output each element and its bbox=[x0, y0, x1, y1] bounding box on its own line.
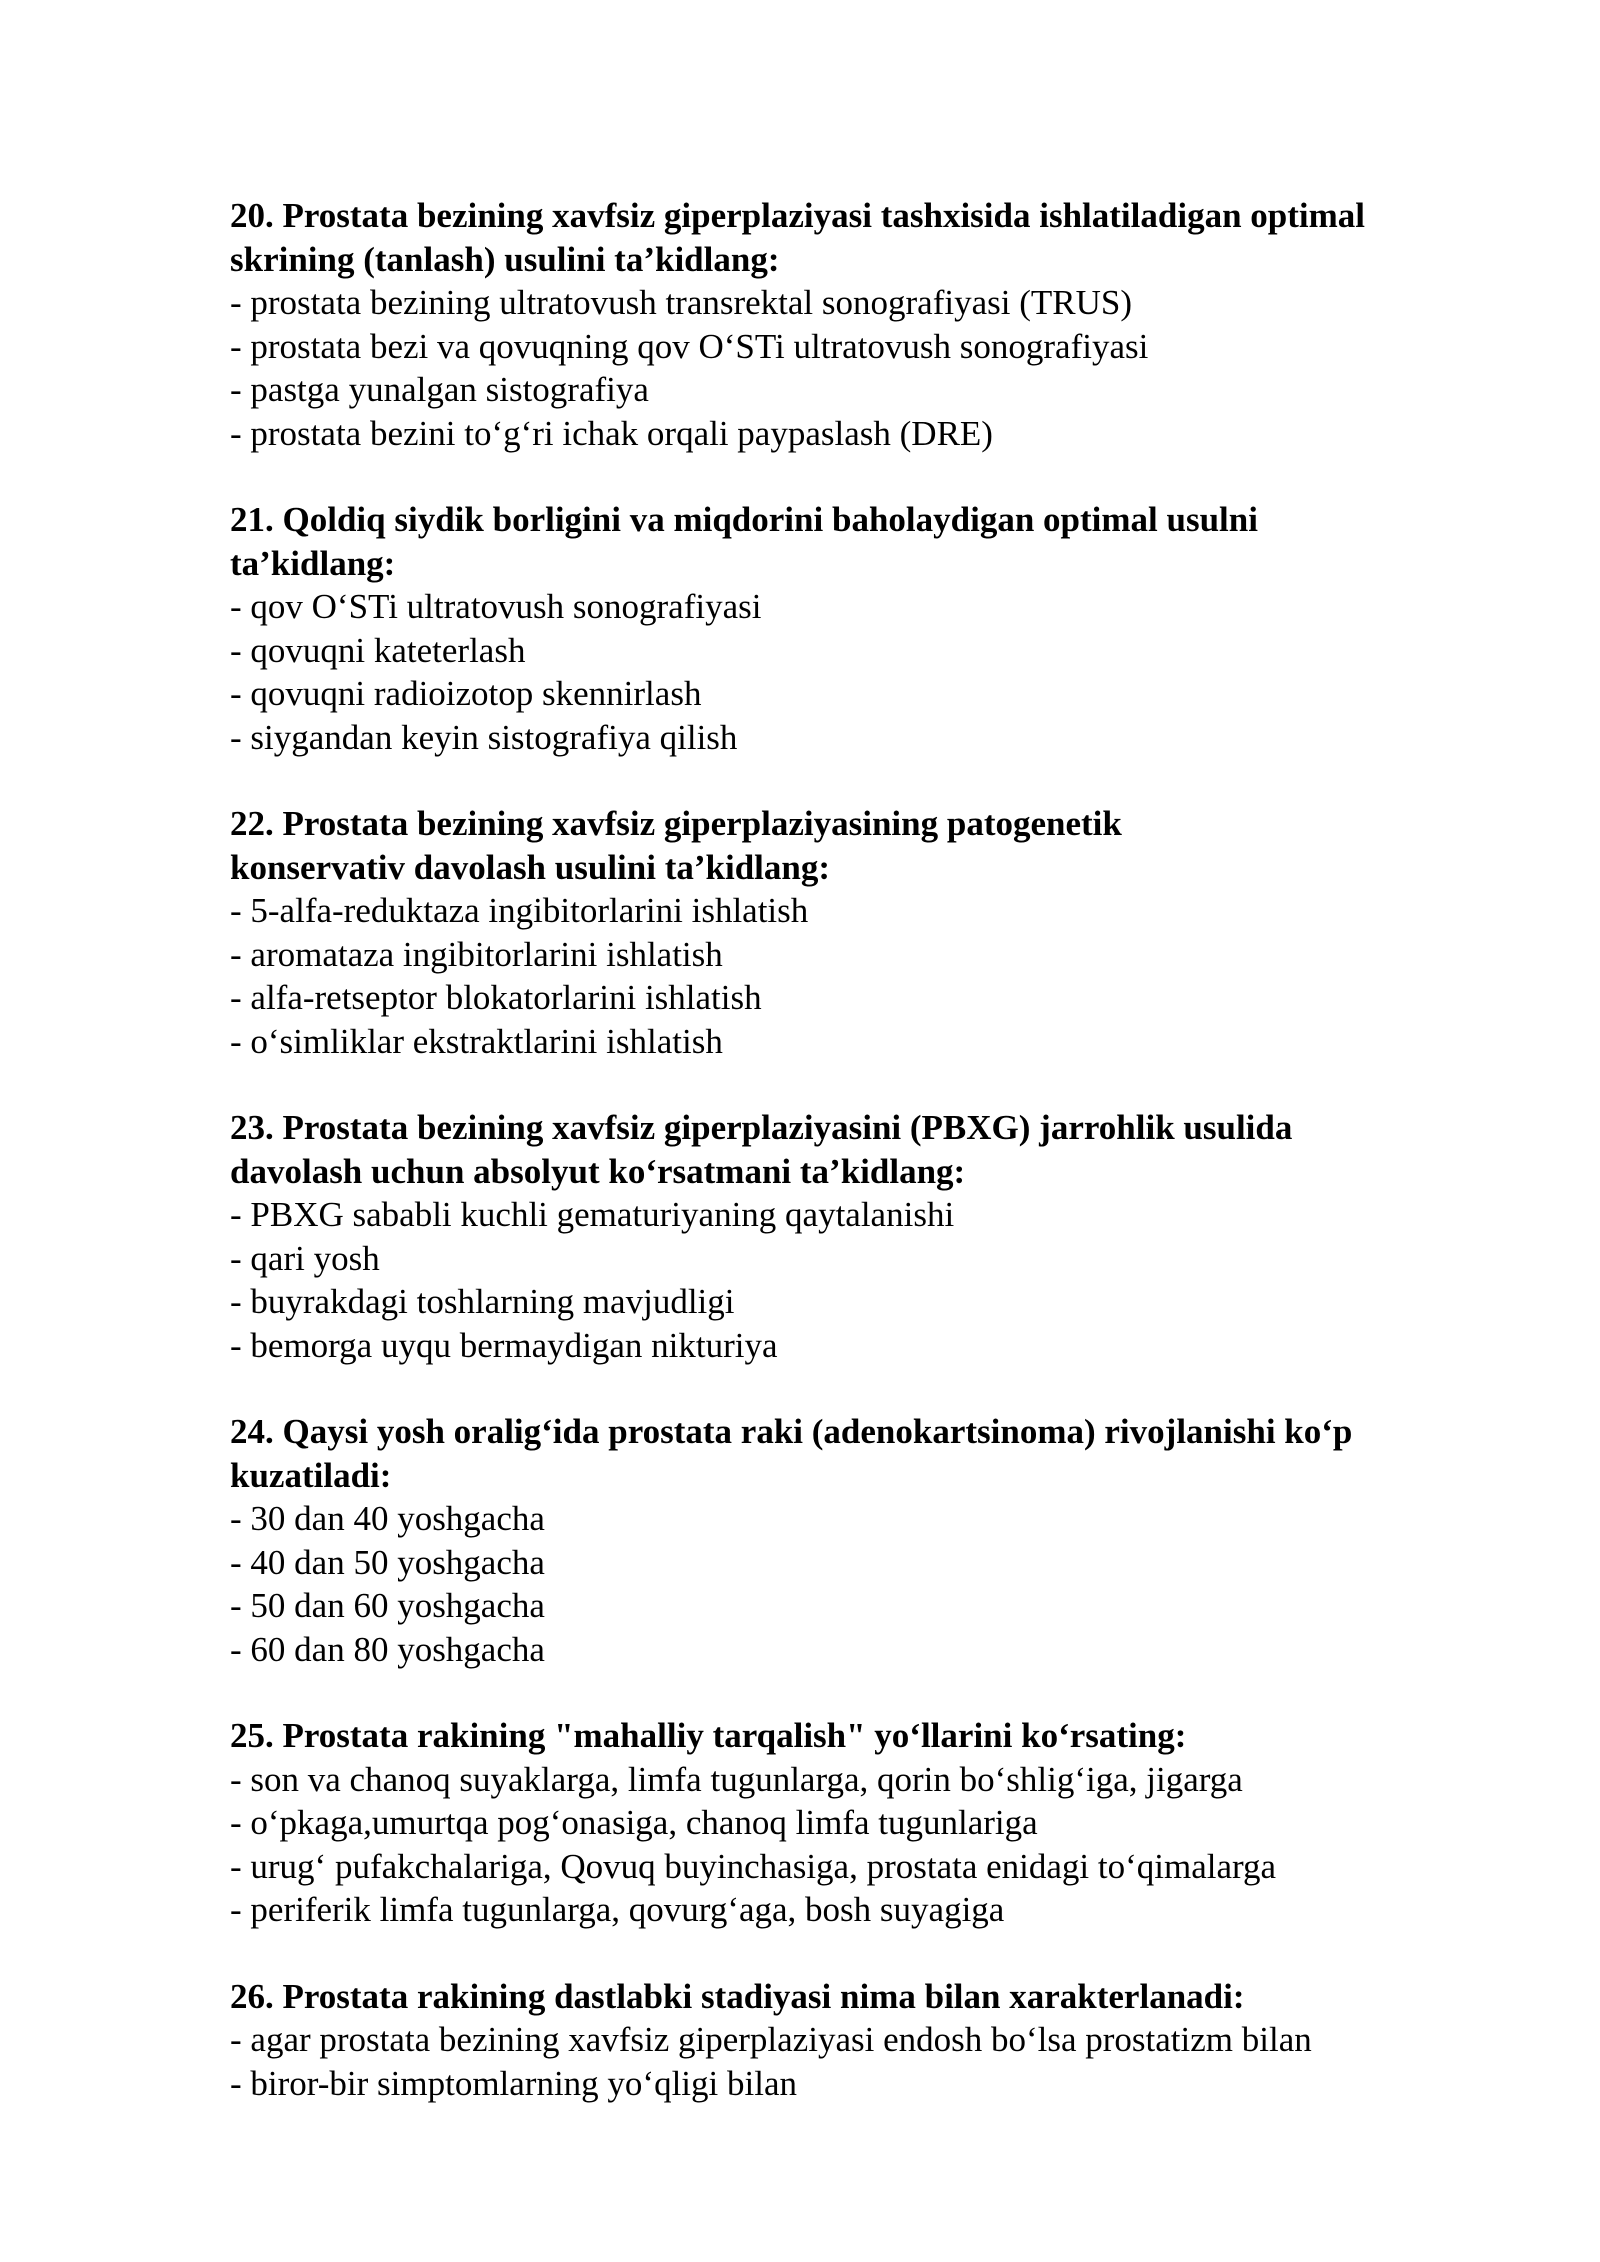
answer-options bbox=[230, 1193, 1480, 1367]
answer-option: - biror-bir simptomlarning yo‘qligi bilan bbox=[230, 2063, 797, 2103]
question-title bbox=[230, 1410, 1480, 1497]
answer-option: - qov O‘STi ultratovush sonografiyasi bbox=[230, 587, 762, 626]
question-21 bbox=[230, 498, 1480, 759]
answer-option: - o‘simliklar ekstraktlarini ishlatish bbox=[230, 1021, 723, 1061]
question-22 bbox=[230, 802, 1480, 1063]
question-title-line: konservativ davolash usulini ta’kidlang: bbox=[230, 847, 831, 887]
question-title-line: kuzatiladi: bbox=[230, 1455, 392, 1495]
question-26 bbox=[230, 1975, 1480, 2106]
answer-option: - o‘pkaga,umurtqa pog‘onasiga, chanoq limfa tugunlariga bbox=[230, 1803, 1038, 1842]
question-title bbox=[230, 498, 1480, 585]
answer-option: - bemorga uyqu bermaydigan nikturiya bbox=[230, 1325, 778, 1365]
question-title-line: 25. Prostata rakining "mahalliy tarqalish" yo‘llarini ko‘rsating: bbox=[230, 1716, 1187, 1755]
answer-option: - aromataza ingibitorlarini ishlatish bbox=[230, 934, 723, 974]
question-23 bbox=[230, 1106, 1480, 1367]
answer-option: - agar prostata bezining xavfsiz giperplaziyasi endosh bo‘lsa prostatizm bilan bbox=[230, 2020, 1312, 2059]
question-24 bbox=[230, 1410, 1480, 1671]
question-title-line: 20. Prostata bezining xavfsiz giperplaziyasi tashxisida ishlatiladigan optimal bbox=[230, 196, 1366, 235]
question-20 bbox=[230, 194, 1480, 455]
answer-option: - 40 dan 50 yoshgacha bbox=[230, 1542, 545, 1582]
question-title-line: davolash uchun absolyut ko‘rsatmani ta’kidlang: bbox=[230, 1151, 966, 1191]
document-page bbox=[230, 194, 1480, 2148]
question-title-line: 21. Qoldiq siydik borligini va miqdorini baholaydigan optimal usulni bbox=[230, 500, 1258, 539]
answer-option: - prostata bezi va qovuqning qov O‘STi ultratovush sonografiyasi bbox=[230, 326, 1149, 366]
question-title bbox=[230, 194, 1480, 281]
question-25 bbox=[230, 1714, 1480, 1932]
question-title-line: 23. Prostata bezining xavfsiz giperplaziyasini (PBXG) jarrohlik usulida bbox=[230, 1108, 1293, 1147]
question-title-line: ta’kidlang: bbox=[230, 543, 396, 583]
answer-option: - qovuqni radioizotop skennirlash bbox=[230, 674, 702, 713]
question-title-line: 22. Prostata bezining xavfsiz giperplaziyasining patogenetik bbox=[230, 804, 1122, 843]
question-title bbox=[230, 1714, 1480, 1758]
answer-option: - PBXG sababli kuchli gematuriyaning qaytalanishi bbox=[230, 1195, 955, 1234]
answer-option: - 5-alfa-reduktaza ingibitorlarini ishlatish bbox=[230, 891, 809, 930]
answer-option: - 60 dan 80 yoshgacha bbox=[230, 1629, 545, 1669]
answer-options bbox=[230, 889, 1480, 1063]
question-title-line: 24. Qaysi yosh oralig‘ida prostata raki (adenokartsinoma) rivojlanishi ko‘p bbox=[230, 1412, 1353, 1451]
answer-option: - alfa-retseptor blokatorlarini ishlatish bbox=[230, 978, 762, 1017]
answer-option: - periferik limfa tugunlarga, qovurg‘aga, bosh suyagiga bbox=[230, 1890, 1005, 1929]
question-title bbox=[230, 1106, 1480, 1193]
answer-option: - urug‘ pufakchalariga, Qovuq buyinchasiga, prostata enidagi to‘qimalarga bbox=[230, 1846, 1277, 1886]
question-title-line: 26. Prostata rakining dastlabki stadiyasi nima bilan xarakterlanadi: bbox=[230, 1976, 1245, 2016]
question-title bbox=[230, 802, 1480, 889]
answer-option: - qari yosh bbox=[230, 1238, 380, 1278]
answer-option: - 30 dan 40 yoshgacha bbox=[230, 1499, 545, 1538]
answer-options bbox=[230, 2018, 1480, 2105]
answer-options bbox=[230, 281, 1480, 455]
answer-option: - son va chanoq suyaklarga, limfa tugunlarga, qorin bo‘shlig‘iga, jigarga bbox=[230, 1759, 1243, 1799]
answer-options bbox=[230, 1497, 1480, 1671]
answer-options bbox=[230, 1758, 1480, 1932]
answer-option: - buyrakdagi toshlarning mavjudligi bbox=[230, 1282, 735, 1321]
question-title-line: skrining (tanlash) usulini ta’kidlang: bbox=[230, 239, 780, 279]
question-title bbox=[230, 1975, 1480, 2019]
answer-option: - prostata bezining ultratovush transrektal sonografiyasi (TRUS) bbox=[230, 283, 1133, 322]
answer-option: - prostata bezini to‘g‘ri ichak orqali paypaslash (DRE) bbox=[230, 413, 993, 453]
answer-option: - qovuqni kateterlash bbox=[230, 630, 526, 670]
answer-options bbox=[230, 585, 1480, 759]
answer-option: - pastga yunalgan sistografiya bbox=[230, 370, 649, 409]
answer-option: - 50 dan 60 yoshgacha bbox=[230, 1586, 545, 1625]
answer-option: - siygandan keyin sistografiya qilish bbox=[230, 717, 738, 757]
